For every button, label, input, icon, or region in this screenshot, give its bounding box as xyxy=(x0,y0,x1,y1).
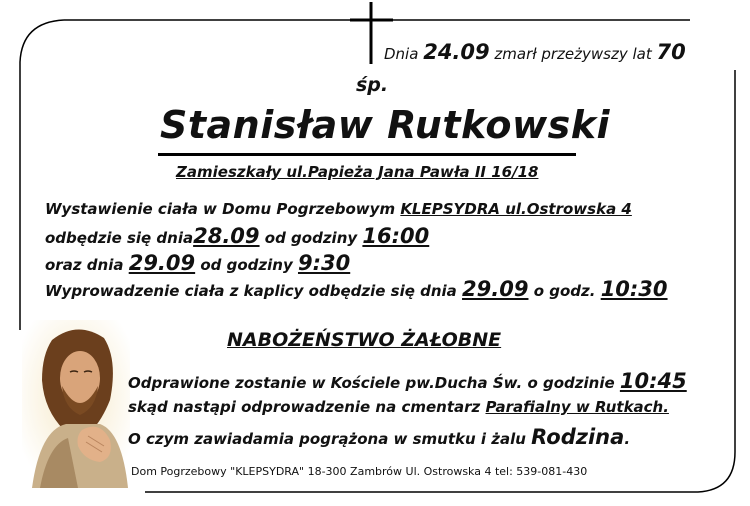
viewing-time-2: 9:30 xyxy=(297,251,351,275)
service-line-3-text: O czym zawiadamia pogrążona w smutku i żalu xyxy=(128,430,526,448)
death-prefix: Dnia xyxy=(384,45,419,63)
death-info-line xyxy=(384,40,686,64)
service-line-3 xyxy=(128,425,630,449)
viewing-time-1: 16:00 xyxy=(362,224,430,248)
viewing-line-2-mid: od godziny xyxy=(264,229,358,247)
viewing-line-1 xyxy=(45,200,632,218)
viewing-line-4-mid: o godz. xyxy=(533,282,596,300)
address-line: Zamieszkały ul.Papieża Jana Pawła II 16/18 xyxy=(176,163,539,181)
death-middle-text: zmarł przeżywszy lat xyxy=(494,45,652,63)
viewing-date-2: 29.09 xyxy=(128,251,196,275)
viewing-line-4 xyxy=(45,277,668,301)
viewing-line-2-text: odbędzie się dnia xyxy=(45,229,194,247)
service-line-2 xyxy=(128,398,669,416)
name-underline xyxy=(158,153,576,156)
service-line-2-text: skąd nastąpi odprowadzenie na cmentarz xyxy=(128,398,481,416)
viewing-line-1-text: Wystawienie ciała w Domu Pogrzebowym xyxy=(45,200,396,218)
cemetery-name: Parafialny w Rutkach. xyxy=(485,398,669,416)
viewing-line-2 xyxy=(45,224,429,248)
deceased-name: Stanisław Rutkowski xyxy=(160,103,611,147)
service-title: NABOŻEŃSTWO ŻAŁOBNE xyxy=(227,329,502,351)
viewing-place: KLEPSYDRA ul.Ostrowska 4 xyxy=(400,200,632,218)
viewing-line-3 xyxy=(45,251,350,275)
service-line-3-end: . xyxy=(624,430,631,448)
viewing-line-3-text: oraz dnia xyxy=(45,256,124,274)
procession-date: 29.09 xyxy=(462,277,529,301)
procession-time: 10:30 xyxy=(600,277,668,301)
service-line-1-text: Odprawione zostanie w Kościele pw.Ducha Św. o godzinie xyxy=(128,374,615,392)
service-time: 10:45 xyxy=(619,369,687,393)
family-signature: Rodzina xyxy=(531,425,625,449)
age-value: 70 xyxy=(656,40,686,64)
viewing-date-1: 28.09 xyxy=(193,224,260,248)
honorific: śp. xyxy=(356,74,389,96)
death-date: 24.09 xyxy=(423,40,490,64)
praying-figure-image xyxy=(22,320,130,488)
viewing-line-4-text: Wyprowadzenie ciała z kaplicy odbędzie się dnia xyxy=(45,282,457,300)
funeral-home-footer: Dom Pogrzebowy "KLEPSYDRA" 18-300 Zambrów Ul. Ostrowska 4 tel: 539-081-430 xyxy=(131,465,588,478)
viewing-line-3-mid: od godziny xyxy=(200,256,293,274)
service-line-1 xyxy=(128,369,687,393)
